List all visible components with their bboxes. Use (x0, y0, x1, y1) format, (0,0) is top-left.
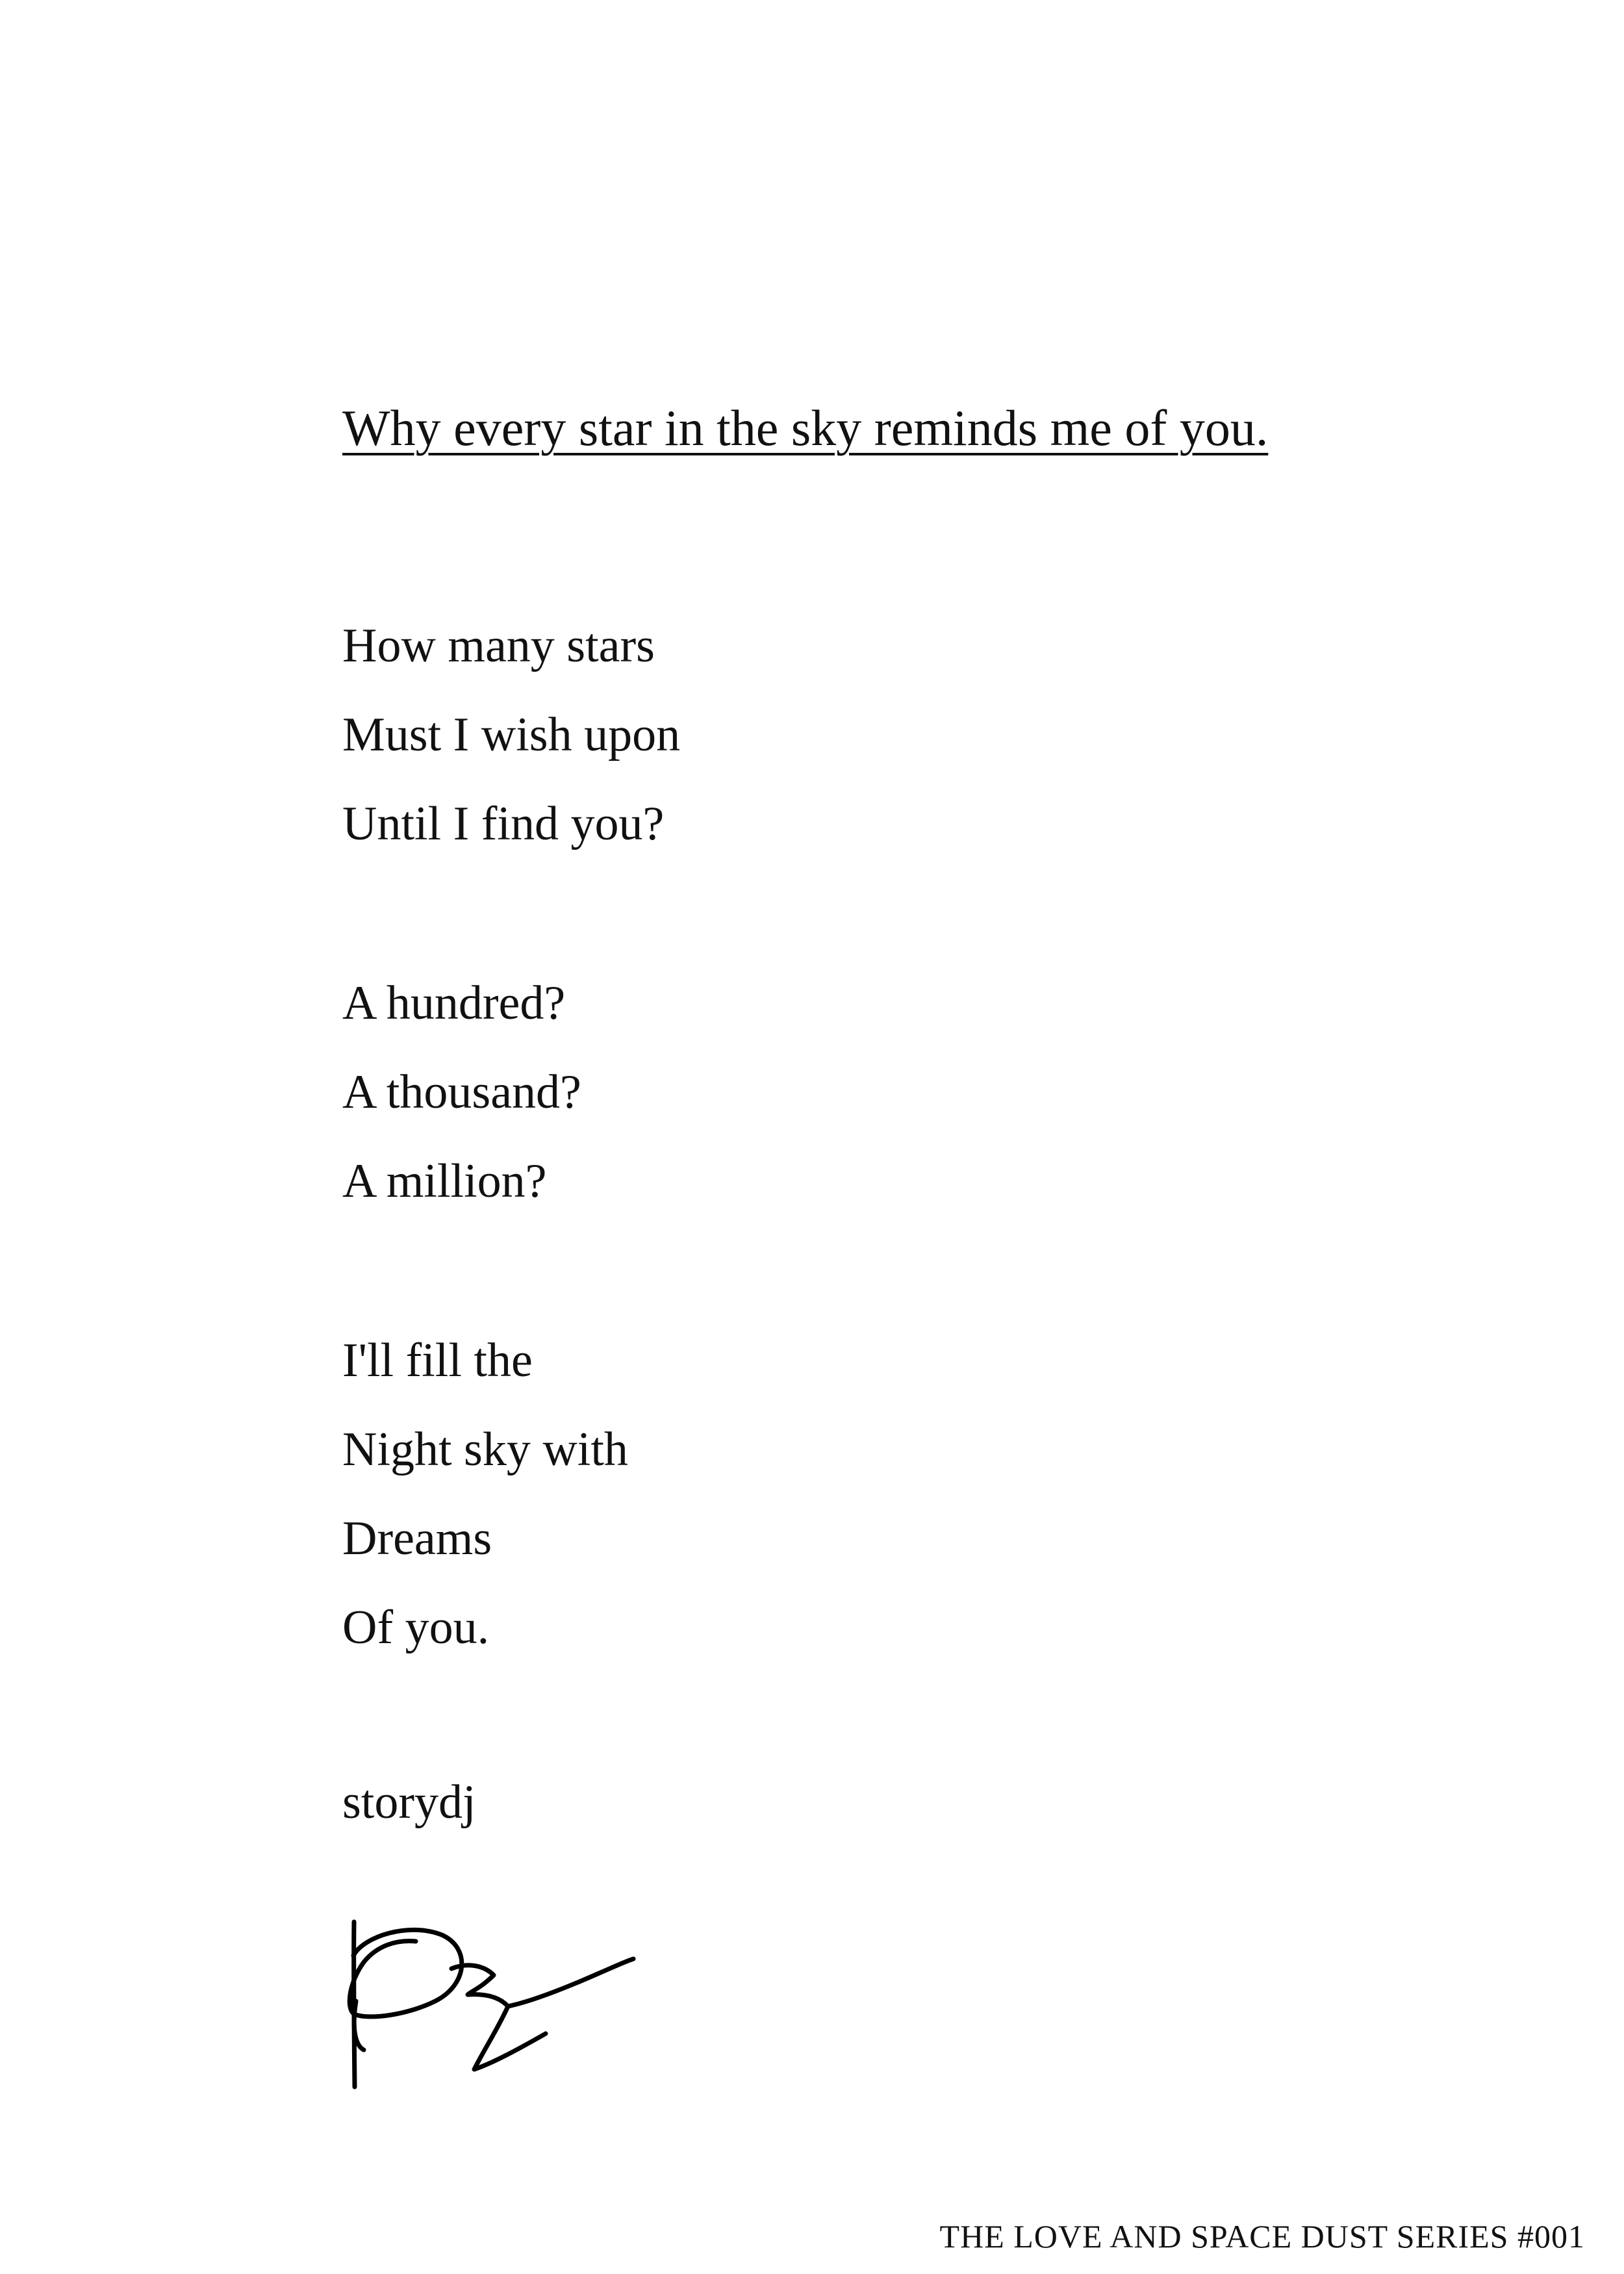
poem-line-7: I'll fill the (342, 1334, 533, 1387)
poem-line-5: A thousand? (342, 1066, 581, 1119)
series-label: THE LOVE AND SPACE DUST SERIES #001 (939, 2218, 1585, 2255)
poem-line-2: Must I wish upon (342, 708, 681, 761)
poem-line-6: A million? (342, 1155, 547, 1208)
author-name: storydj (342, 1776, 476, 1829)
poem-line-1: How many stars (342, 619, 655, 672)
poem-line-9: Dreams (342, 1512, 492, 1565)
poem-line-4: A hundred? (342, 977, 566, 1030)
poem-title: Why every star in the sky reminds me of you. (342, 400, 1269, 456)
poem-line-3: Until I find you? (342, 797, 665, 850)
handwritten-signature (338, 1917, 650, 2092)
poem-line-10: Of you. (342, 1601, 490, 1654)
poem-line-8: Night sky with (342, 1423, 628, 1476)
